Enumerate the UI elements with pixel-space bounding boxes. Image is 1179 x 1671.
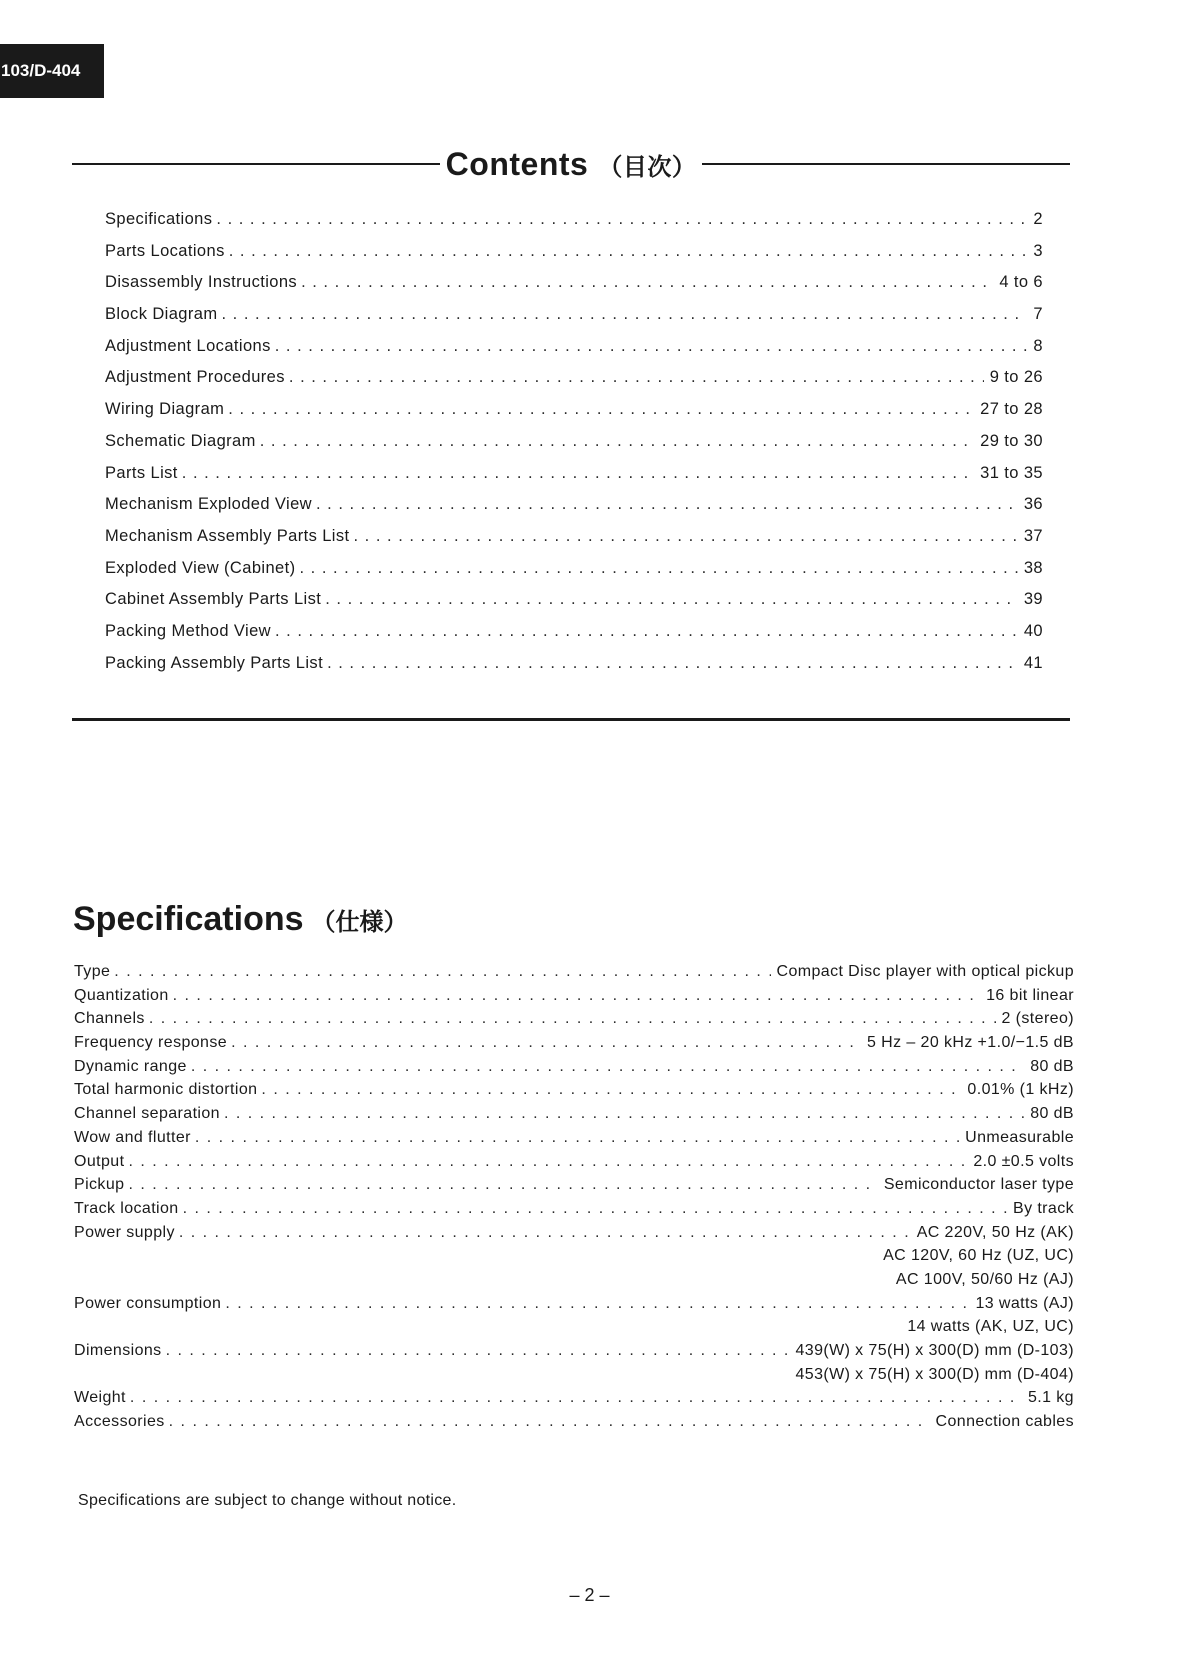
toc-entry xyxy=(105,495,1043,527)
toc-entry-page: 37 xyxy=(1023,526,1043,545)
toc-entry xyxy=(105,305,1043,337)
spec-label: Channel separation xyxy=(74,1105,220,1123)
spec-leader-dots xyxy=(128,1153,967,1171)
toc-entry-label: Block Diagram xyxy=(105,305,218,324)
specifications-note: Specifications are subject to change without notice. xyxy=(78,1492,457,1509)
spec-row xyxy=(74,1271,1074,1295)
spec-leader-dots xyxy=(169,1413,930,1431)
spec-value: AC 220V, 50 Hz (AK) xyxy=(916,1223,1074,1241)
spec-row xyxy=(74,1413,1074,1437)
toc-entry-label: Schematic Diagram xyxy=(105,431,256,450)
spec-value: Compact Disc player with optical pickup xyxy=(776,963,1074,980)
spec-leader-dots xyxy=(166,1342,790,1360)
spec-row xyxy=(74,1247,1074,1271)
spec-leader-dots xyxy=(179,1224,911,1242)
spec-row xyxy=(74,1105,1074,1129)
page-number: – 2 – xyxy=(569,1585,610,1605)
contents-title-cjk: （目次） xyxy=(598,153,697,181)
spec-value: 5.1 kg xyxy=(1028,1389,1074,1407)
spec-value: 16 bit linear xyxy=(986,986,1074,1004)
toc-entry xyxy=(105,368,1043,400)
spec-label: Frequency response xyxy=(74,1034,228,1052)
spec-row xyxy=(74,1200,1074,1224)
spec-leader-dots xyxy=(149,1010,996,1028)
spec-value: 2.0 ±0.5 volts xyxy=(973,1152,1074,1170)
toc-leader-dots xyxy=(221,305,1027,324)
toc-leader-dots xyxy=(275,622,1018,641)
spec-value: Connection cables xyxy=(935,1413,1074,1431)
spec-value: Unmeasurable xyxy=(965,1128,1074,1146)
toc-entry-page: 3 xyxy=(1033,241,1043,260)
toc-entry xyxy=(105,432,1043,464)
toc-entry-label: Specifications xyxy=(105,210,213,228)
spec-leader-dots xyxy=(191,1058,1024,1076)
contents-header xyxy=(72,140,1070,188)
model-tab-label: 103/D-404 xyxy=(1,61,81,80)
specifications-title-cjk: （仕様） xyxy=(311,909,408,936)
toc-entry xyxy=(105,242,1043,274)
spec-value: 2 (stereo) xyxy=(1001,1010,1074,1028)
spec-label: Dimensions xyxy=(74,1342,162,1359)
spec-label: Quantization xyxy=(74,986,169,1004)
spec-row xyxy=(74,1366,1074,1390)
toc-leader-dots xyxy=(228,400,974,419)
spec-value: 5 Hz – 20 kHz +1.0/−1.5 dB xyxy=(867,1034,1074,1052)
spec-value: AC 120V, 60 Hz (UZ, UC) xyxy=(883,1247,1074,1265)
spec-label: Total harmonic distortion xyxy=(74,1081,258,1099)
toc-entry xyxy=(105,590,1043,622)
toc-entry xyxy=(105,654,1043,686)
spec-label: Track location xyxy=(74,1199,179,1217)
toc-entry-label: Cabinet Assembly Parts List xyxy=(105,590,322,609)
spec-label: Output xyxy=(74,1152,125,1170)
toc-entry-label: Parts List xyxy=(105,463,178,482)
spec-value: AC 100V, 50/60 Hz (AJ) xyxy=(895,1270,1074,1288)
toc-leader-dots xyxy=(325,590,1018,609)
spec-label: Dynamic range xyxy=(74,1057,187,1075)
contents-title xyxy=(440,146,703,183)
toc-entry-label: Disassembly Instructions xyxy=(105,273,298,292)
spec-value: 14 watts (AK, UZ, UC) xyxy=(907,1318,1074,1336)
spec-label: Type xyxy=(74,963,111,980)
toc-leader-dots xyxy=(229,242,1028,261)
spec-leader-dots xyxy=(173,987,980,1005)
toc-entry xyxy=(105,622,1043,654)
toc-leader-dots xyxy=(316,495,1018,514)
contents-rule-left xyxy=(72,163,440,165)
spec-leader-dots xyxy=(231,1034,861,1052)
spec-value: 453(W) x 75(H) x 300(D) mm (D-404) xyxy=(795,1365,1074,1383)
spec-value: 80 dB xyxy=(1030,1105,1074,1123)
spec-label: Accessories xyxy=(74,1413,165,1431)
spec-row xyxy=(74,1010,1074,1034)
specifications-title xyxy=(73,900,408,939)
toc-entry xyxy=(105,337,1043,369)
spec-leader-dots xyxy=(183,1200,1007,1218)
toc-entry-page: 39 xyxy=(1023,590,1043,609)
toc-entry-label: Adjustment Procedures xyxy=(105,368,285,387)
toc-leader-dots xyxy=(327,654,1018,673)
specifications-title-text: Specifications xyxy=(73,900,304,938)
toc-entry-label: Packing Method View xyxy=(105,621,271,640)
toc-entry-page: 27 to 28 xyxy=(980,400,1043,419)
toc-entry-label: Mechanism Assembly Parts List xyxy=(105,526,350,545)
toc-entry-label: Parts Locations xyxy=(105,241,225,260)
spec-row xyxy=(74,1081,1074,1105)
toc-leader-dots xyxy=(301,273,993,292)
spec-row xyxy=(74,963,1074,987)
contents-rule-right xyxy=(702,163,1070,165)
spec-label: Power supply xyxy=(74,1223,175,1241)
spec-leader-dots xyxy=(224,1105,1024,1123)
toc-entry xyxy=(105,559,1043,591)
spec-leader-dots xyxy=(114,963,770,981)
toc-entry-page: 40 xyxy=(1023,621,1043,640)
contents-title-text: Contents xyxy=(445,145,589,182)
toc-entry-page: 2 xyxy=(1033,210,1043,228)
toc-entry-page: 7 xyxy=(1033,305,1043,324)
toc-entry-page: 36 xyxy=(1023,495,1043,514)
spec-value: Semiconductor laser type xyxy=(883,1176,1074,1194)
toc-entry-label: Packing Assembly Parts List xyxy=(105,653,324,672)
toc-entry-label: Adjustment Locations xyxy=(105,336,271,355)
toc-leader-dots xyxy=(216,210,1027,229)
spec-label: Weight xyxy=(74,1389,126,1407)
spec-leader-dots xyxy=(128,1176,877,1194)
spec-label: Wow and flutter xyxy=(74,1128,191,1146)
spec-row xyxy=(74,987,1074,1011)
toc-entry-label: Exploded View (Cabinet) xyxy=(105,558,296,577)
model-tab xyxy=(0,44,104,98)
spec-row xyxy=(74,1058,1074,1082)
spec-leader-dots xyxy=(195,1129,959,1147)
toc-entry-page: 41 xyxy=(1023,653,1043,672)
toc-entry-label: Mechanism Exploded View xyxy=(105,495,312,514)
spec-row xyxy=(74,1342,1074,1366)
toc-entry-page: 4 to 6 xyxy=(999,273,1043,292)
spec-label: Pickup xyxy=(74,1176,125,1194)
spec-leader-dots xyxy=(130,1389,1022,1407)
toc-entry-page: 29 to 30 xyxy=(980,431,1043,450)
spec-row xyxy=(74,1295,1074,1319)
spec-row xyxy=(74,1389,1074,1413)
spec-row xyxy=(74,1176,1074,1200)
toc-entry xyxy=(105,400,1043,432)
toc-entry-label: Wiring Diagram xyxy=(105,400,225,419)
spec-label: Power consumption xyxy=(74,1294,222,1312)
spec-value: 0.01% (1 kHz) xyxy=(967,1081,1074,1099)
spec-row xyxy=(74,1034,1074,1058)
spec-value: 80 dB xyxy=(1030,1057,1074,1075)
toc-leader-dots xyxy=(182,464,974,483)
spec-value: 13 watts (AJ) xyxy=(975,1294,1074,1312)
spec-leader-dots xyxy=(225,1295,969,1313)
spec-row xyxy=(74,1129,1074,1153)
table-of-contents xyxy=(105,210,1043,685)
toc-entry-page: 8 xyxy=(1033,336,1043,355)
toc-entry-page: 38 xyxy=(1023,558,1043,577)
toc-entry xyxy=(105,527,1043,559)
spec-row xyxy=(74,1153,1074,1177)
toc-entry xyxy=(105,273,1043,305)
spec-value: By track xyxy=(1013,1199,1074,1217)
specifications-list xyxy=(74,963,1074,1437)
toc-entry-page: 9 to 26 xyxy=(989,368,1043,387)
spec-leader-dots xyxy=(261,1081,961,1099)
toc-leader-dots xyxy=(260,432,974,451)
spec-row xyxy=(74,1224,1074,1248)
spec-label: Channels xyxy=(74,1010,145,1028)
spec-value: 439(W) x 75(H) x 300(D) mm (D-103) xyxy=(795,1342,1074,1359)
toc-leader-dots xyxy=(275,337,1028,356)
toc-entry xyxy=(105,464,1043,496)
contents-bottom-rule xyxy=(72,718,1070,721)
toc-leader-dots xyxy=(354,527,1018,546)
toc-leader-dots xyxy=(300,559,1018,578)
spec-row xyxy=(74,1318,1074,1342)
toc-leader-dots xyxy=(289,368,984,387)
toc-entry xyxy=(105,210,1043,242)
toc-entry-page: 31 to 35 xyxy=(980,463,1043,482)
